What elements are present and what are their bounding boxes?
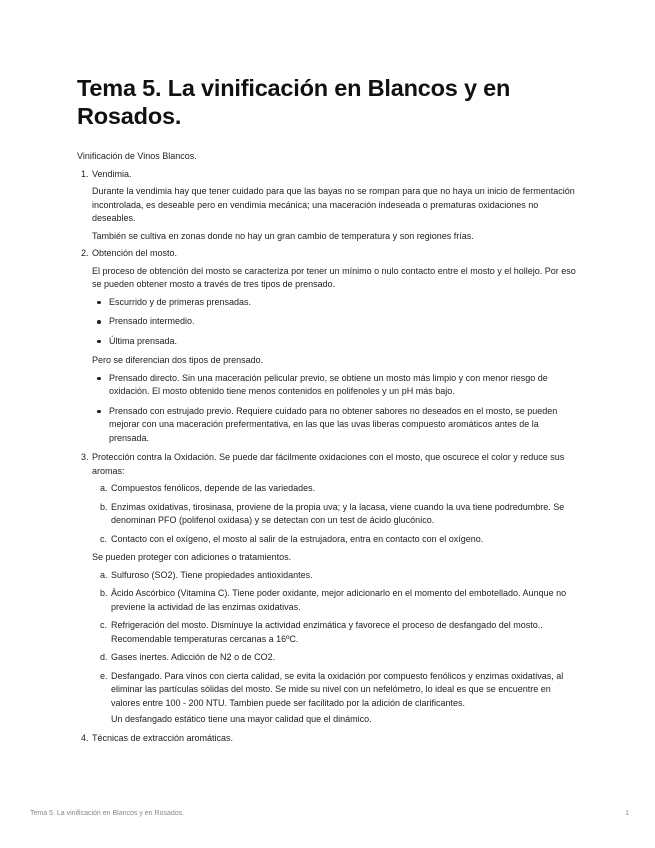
- item-title: Vendimia.: [92, 168, 132, 179]
- paragraph: Durante la vendimia hay que tener cuidado para que las bayas no se rompan para que no haya un inicio de fermentación incontrolada, es deseable pero en vendimia mecánica; una maceración indeseada o prematuras oxidaciones no deseables.: [92, 186, 575, 223]
- paragraph: El proceso de obtención del mosto se caracteriza por tener un mínimo o nulo contacto entre el mosto y el hollejo. Por eso se pueden obtener mosto a través de tres tipos de prensado.: [92, 265, 576, 289]
- footer-title: Tema 5. La vinificación en Blancos y en Rosados.: [30, 810, 185, 817]
- alpha-letter: d.: [100, 652, 108, 662]
- alpha-text: Refrigeración del mosto. Disminuye la actividad enzimática y favorece el proceso de desfangado del mosto.. Recomendable temperaturas cercanas a 16ºC.: [111, 620, 543, 644]
- paragraph: Un desfangado estático tiene una mayor calidad que el dinámico.: [111, 714, 372, 724]
- alpha-letter: e.: [100, 670, 108, 681]
- bullet-list: [92, 372, 577, 446]
- alpha-text: Enzimas oxidativas, tirosinasa, proviene de la propia uva; y la lacasa, viene cuando la uva tiene podredumbre. Se denominan PFO (polifenol oxidasa) y se detectan con un test de ácido glucónico.: [111, 501, 565, 525]
- document-body: [77, 150, 577, 749]
- bullet-item: Prensado intermedio.: [92, 315, 577, 329]
- alpha-item: [92, 501, 577, 528]
- alpha-item: [92, 587, 577, 614]
- alpha-letter: a.: [100, 483, 108, 493]
- alpha-text: Compuestos fenólicos, depende de las variedades.: [111, 483, 316, 493]
- alpha-text: Ácido Ascórbico (Vitamina C). Tiene poder oxidante, mejor adicionarlo en el momento del embotellado. Aunque no previene la actividad de las enzimas oxidativas.: [111, 588, 567, 612]
- alpha-list: [92, 482, 577, 546]
- intro-text: Vinificación de Vinos Blancos.: [77, 151, 197, 161]
- paragraph: Se pueden proteger con adiciones o tratamientos.: [92, 552, 292, 562]
- paragraph: También se cultiva en zonas donde no hay un gran cambio de temperatura y son regiones frías.: [92, 230, 474, 241]
- page-number: 1: [625, 810, 629, 817]
- alpha-item: [92, 569, 577, 583]
- alpha-item: [92, 533, 577, 547]
- list-number: 3.: [81, 452, 89, 462]
- alpha-text: Desfangado. Para vinos con cierta calidad, se evita la oxidación por compuesto fenólicos y enzimas oxidativas, al eliminar las partículas sólidas del mosto. Se mide su nivel con un nefelómetro, lo ideal es que se encuentre en valores entre 100 - 200 NTU. Tambien puede ser facilitado por la adición de clarificantes.: [111, 670, 564, 708]
- item-title: Protección contra la Oxidación. Se puede dar fácilmente oxidaciones con el mosto, que oscurece el color y reduce sus aromas:: [92, 452, 565, 476]
- list-item-vendimia: [77, 168, 577, 244]
- alpha-letter: b.: [100, 501, 108, 512]
- alpha-item: [92, 482, 577, 496]
- alpha-item: [92, 670, 577, 727]
- list-number: 2.: [81, 248, 89, 258]
- page-title: Tema 5. La vinificación en Blancos y en Rosados.: [77, 75, 511, 129]
- alpha-text: Gases inertes. Adicción de N2 o de CO2.: [111, 652, 276, 662]
- list-number: 4.: [81, 732, 89, 743]
- list-item-proteccion: [77, 451, 577, 727]
- alpha-item: [92, 619, 577, 646]
- list-item-obtencion: [77, 247, 577, 445]
- alpha-letter: c.: [100, 533, 108, 544]
- bullet-item: Escurrido y de primeras prensadas.: [92, 296, 577, 310]
- list-number: 1.: [81, 168, 89, 179]
- alpha-text: Contacto con el oxígeno, el mosto al salir de la estrujadora, entra en contacto con el oxígeno.: [111, 533, 484, 544]
- page-footer: [30, 810, 629, 817]
- bullet-item: Prensado con estrujado previo. Requiere cuidado para no obtener sabores no deseados en el mosto, se pueden mejorar con una maceración prefermentativa, en las que las uvas liberas compuesto aromáticos antes de la prensada.: [92, 405, 577, 446]
- main-list: [77, 168, 577, 746]
- alpha-letter: b.: [100, 588, 108, 598]
- item-title: Técnicas de extracción aromáticas.: [92, 732, 234, 743]
- alpha-letter: c.: [100, 620, 108, 630]
- alpha-text: Sulfuroso (SO2). Tiene propiedades antioxidantes.: [111, 569, 313, 580]
- bullet-list: [92, 296, 577, 349]
- alpha-letter: a.: [100, 569, 108, 580]
- list-item-tecnicas: [77, 732, 577, 746]
- paragraph: Pero se diferencian dos tipos de prensado.: [92, 355, 264, 365]
- alpha-item: [92, 651, 577, 665]
- bullet-item: Última prensada.: [92, 335, 577, 349]
- alpha-list: [92, 569, 577, 727]
- bullet-item: Prensado directo. Sin una maceración pelicular previo, se obtiene un mosto más limpio y con menor riesgo de oxidación. El mosto obtenido tiene menos contenidos en polifenoles y un pH más bajo.: [92, 372, 577, 399]
- item-title: Obtención del mosto.: [92, 248, 178, 258]
